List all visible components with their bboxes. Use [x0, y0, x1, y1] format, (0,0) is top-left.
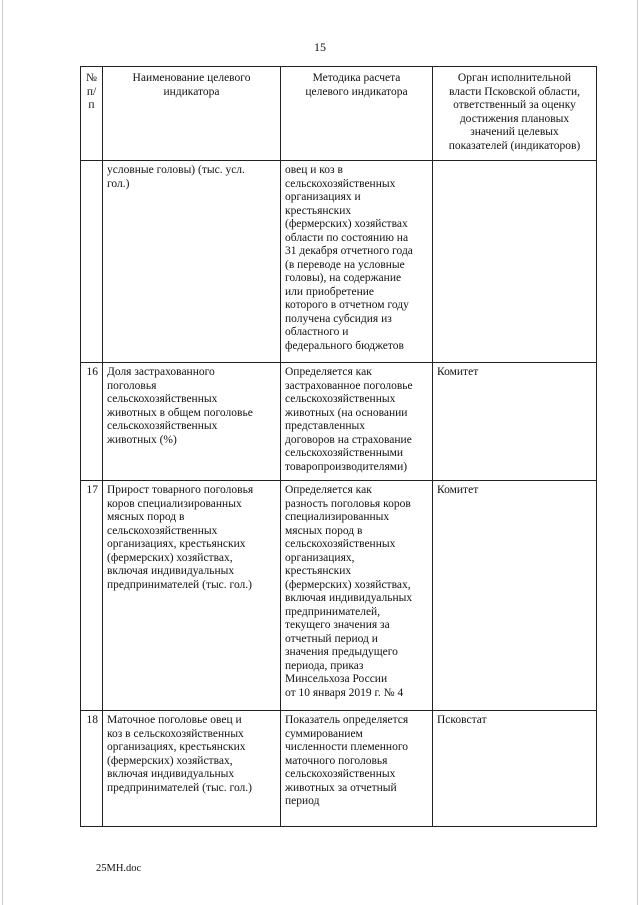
row-number: 16 — [81, 363, 103, 481]
calculation-method: Определяется как разность поголовья коров специализированных мясных пород в сельскохозяйственных организациях, крестьянских (фермерских) хозяйствах, включая индивидуальных предпринимателей, текущего значения за отчетный период и значения предыдущего периода, приказ Минсельхоза России от 10 января 2019 г. № 4 — [281, 481, 433, 711]
page-number: 15 — [314, 40, 326, 54]
responsible-organ: Комитет — [433, 481, 597, 711]
header-number: № п/п — [81, 67, 103, 161]
row-number: 17 — [81, 481, 103, 711]
header-indicator-name: Наименование целевого индикатора — [103, 67, 281, 161]
row-number — [81, 161, 103, 363]
table-row — [81, 363, 597, 481]
scan-edge-right — [637, 0, 638, 905]
table-row — [81, 711, 597, 827]
table-header-row — [81, 67, 597, 161]
row-number: 18 — [81, 711, 103, 827]
footer-filename: 25МН.doc — [96, 863, 142, 874]
calculation-method: Показатель определяется суммированием численности племенного маточного поголовья сельскохозяйственных животных за отчетный период — [281, 711, 433, 827]
scan-edge-left — [2, 0, 3, 905]
table-row — [81, 161, 597, 363]
indicators-table — [80, 66, 597, 827]
responsible-organ: Псковстат — [433, 711, 597, 827]
indicator-name: Маточное поголовье овец и коз в сельскохозяйственных организациях, крестьянских (фермерских) хозяйствах, включая индивидуальных предпринимателей (тыс. гол.) — [103, 711, 281, 827]
table-row — [81, 481, 597, 711]
indicator-name: условные головы) (тыс. усл. гол.) — [103, 161, 281, 363]
calculation-method: Определяется как застрахованное поголовье сельскохозяйственных животных (на основании представленных договоров на страхование сельскохозяйственными товаропроизводителями) — [281, 363, 433, 481]
responsible-organ: Комитет — [433, 363, 597, 481]
responsible-organ — [433, 161, 597, 363]
calculation-method: овец и коз в сельскохозяйственных организациях и крестьянских (фермерских) хозяйствах области по состоянию на 31 декабря отчетного года (в переводе на условные головы), на содержание или приобретение которого в отчетном году получена субсидия из областного и федерального бюджетов — [281, 161, 433, 363]
header-responsible-organ: Орган исполнительной власти Псковской области, ответственный за оценку достижения плановых значений целевых показателей (индикаторов) — [433, 67, 597, 161]
indicator-name: Доля застрахованного поголовья сельскохозяйственных животных в общем поголовье сельскохозяйственных животных (%) — [103, 363, 281, 481]
indicator-name: Прирост товарного поголовья коров специализированных мясных пород в сельскохозяйственных организациях, крестьянских (фермерских) хозяйствах, включая индивидуальных предпринимателей (тыс. гол.) — [103, 481, 281, 711]
header-calculation-method: Методика расчета целевого индикатора — [281, 67, 433, 161]
